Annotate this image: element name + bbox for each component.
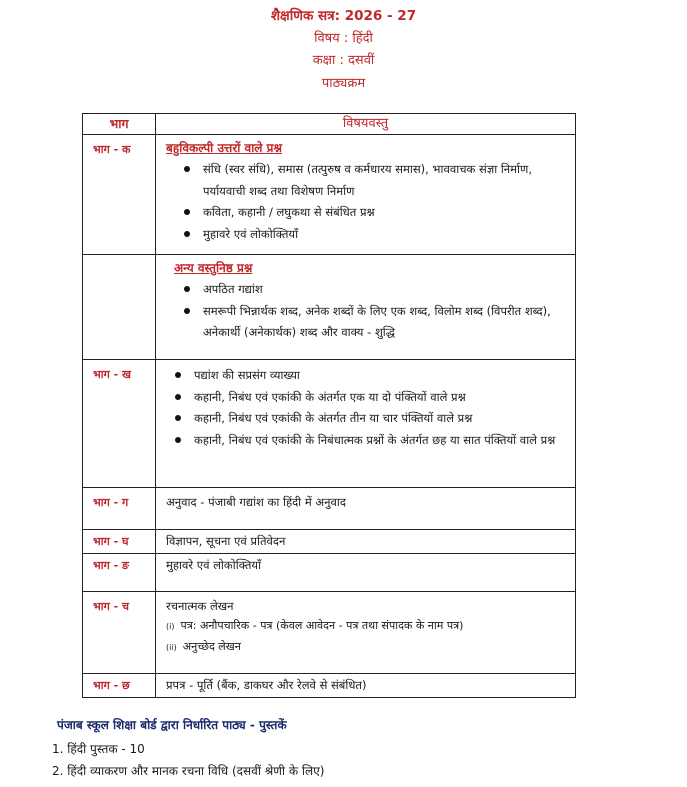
sub-item [166,616,567,637]
sub-item-number: (ii) [166,643,177,652]
part-content [156,360,576,488]
list-item: कहानी, निबंध एवं एकांकी के अंतर्गत तीन या चार पंक्तियों वाले प्रश्न [166,408,567,430]
part-label: भाग - घ [83,530,156,554]
book-item: 2. हिंदी व्याकरण और मानक रचना विधि (दसवीं श्रेणी के लिए) [52,764,325,778]
list-item: अपठित गद्यांश [166,279,567,301]
table-row [83,488,576,530]
prescribed-books-title: पंजाब स्कूल शिक्षा बोर्ड द्वारा निर्धारित पाठ्य - पुस्तकें [57,718,287,732]
list-item: कहानी, निबंध एवं एकांकी के अंतर्गत एक या दो पंक्तियों वाले प्रश्न [166,387,567,409]
part-content: प्रपत्र - पूर्ति (बैंक, डाकघर और रेलवे से संबंधित) [156,674,576,698]
section-heading-mcq: बहुविकल्पी उत्तरों वाले प्रश्न [166,141,282,155]
table-row [83,674,576,698]
list-item: समरूपी भिन्नार्थक शब्द, अनेक शब्दों के लिए एक शब्द, विलोम शब्द (विपरीत शब्द), अनेकार्थी (अनेकार्थक) शब्द और वाक्य - शुद्धि [166,301,567,344]
list-item: कहानी, निबंध एवं एकांकी के निबंधात्मक प्रश्नों के अंतर्गत छह या सात पंक्तियों वाले प्रश्न [166,430,567,452]
part-content [156,135,576,255]
column-header-part: भाग [83,114,156,135]
part-content [156,592,576,674]
part-content: विज्ञापन, सूचना एवं प्रतिवेदन [156,530,576,554]
part-content: अनुवाद - पंजाबी गद्यांश का हिंदी में अनुवाद [156,488,576,530]
table-row [83,360,576,488]
table-header-row [83,114,576,135]
sub-item-text: पत्र: अनौपचारिक - पत्र (केवल आवेदन - पत्र तथा संपादक के नाम पत्र) [180,619,464,632]
list-item: मुहावरे एवं लोकोक्तियाँ [166,224,567,246]
class-line: कक्षा : दसवीं [312,53,375,68]
table-row [83,554,576,592]
list-item: कविता, कहानी / लघुकथा से संबंधित प्रश्न [166,202,567,224]
book-item: 1. हिंदी पुस्तक - 10 [52,742,145,756]
part-label: भाग - च [83,592,156,674]
part-label: भाग - ग [83,488,156,530]
part-label: भाग - क [83,135,156,255]
syllabus-table [82,113,576,698]
sub-item [166,637,567,658]
list-item: संधि (स्वर संधि), समास (तत्पुरुष व कर्मधारय समास), भाववाचक संज्ञा निर्माण, पर्यायवाची शब्द तथा विशेषण निर्माण [166,159,567,202]
part-label: भाग - ख [83,360,156,488]
part-label [83,255,156,360]
part-content [156,255,576,360]
section-heading-objective: अन्य वस्तुनिष्ठ प्रश्न [174,261,253,275]
list-item: पद्यांश की सप्रसंग व्याख्या [166,365,567,387]
session-heading: शैक्षणिक सत्र: 2026 - 27 [270,8,417,24]
table-row [83,592,576,674]
syllabus-title: पाठ्यक्रम [321,76,366,91]
table-row [83,255,576,360]
table-row [83,135,576,255]
column-header-content: विषयवस्तु [156,114,576,135]
creative-writing-label: रचनात्मक लेखन [166,599,234,613]
subject-line: विषय : हिंदी [314,31,373,46]
part-label: भाग - ङ [83,554,156,592]
part-content: मुहावरे एवं लोकोक्तियाँ [156,554,576,592]
part-label: भाग - छ [83,674,156,698]
table-row [83,530,576,554]
sub-item-text: अनुच्छेद लेखन [182,640,241,653]
sub-item-number: (i) [166,622,175,631]
